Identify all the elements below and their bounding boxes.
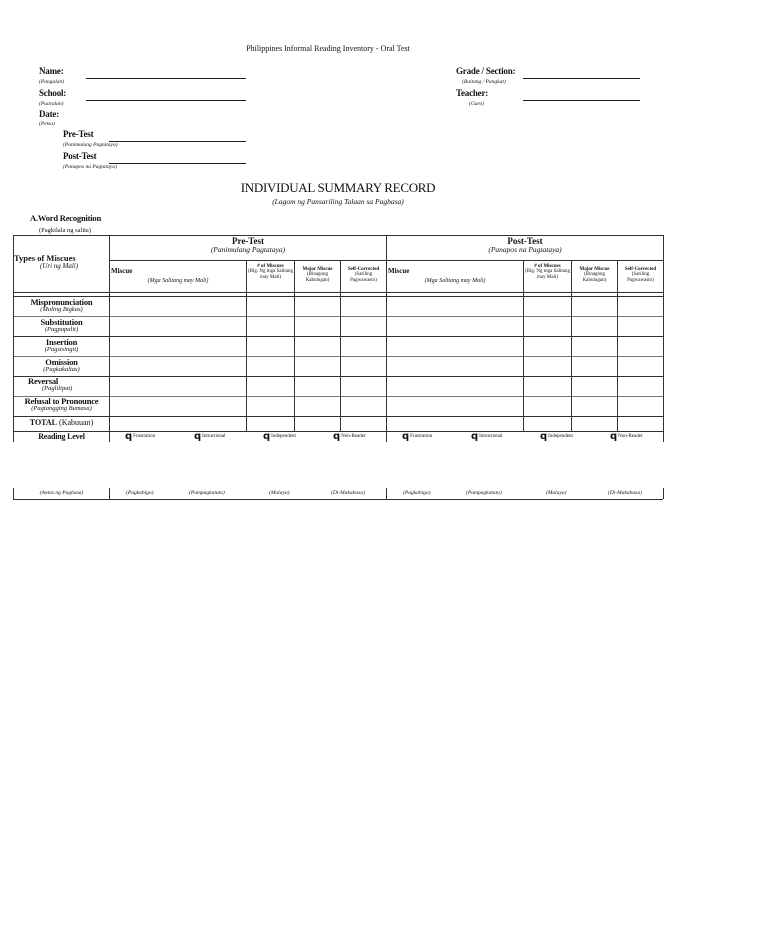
- date-label: Date:: [39, 109, 59, 119]
- section-subtitle: (Pagkilala ng salita): [39, 227, 91, 234]
- row-label-refusal: Refusal to Pronounce (Pagtangging Bumasa): [24, 396, 99, 412]
- school-sub: (Paaralan): [39, 101, 64, 107]
- pre-miscue-sub: (Mga Salitang may Mali): [147, 278, 209, 284]
- pre-level-frustration[interactable]: qFrustration: [125, 431, 156, 442]
- checkbox-icon: q: [333, 431, 341, 442]
- pretest-field[interactable]: [109, 141, 246, 142]
- post-major-header: Major Miscue (Binagong Kahulugan): [579, 267, 610, 283]
- posttest-label: Post-Test: [63, 151, 97, 161]
- post-level-tr-nonreader: (Di-Makabasa): [608, 490, 642, 496]
- record-title: INDIVIDUAL SUMMARY RECORD: [240, 180, 436, 195]
- post-num-header: # of Miscues (Blg. Ng mga Salitang may Mali): [525, 264, 570, 280]
- pre-level-nonreader[interactable]: qNon-Reader: [333, 431, 366, 442]
- checkbox-icon: q: [540, 431, 548, 442]
- row-label-reading-level-sub: (Antas ng Pagbasa): [39, 490, 84, 496]
- checkbox-icon: q: [402, 431, 410, 442]
- record-subtitle: (Lagom ng Pansariling Talaan sa Pagbasa): [272, 197, 404, 206]
- name-field[interactable]: [86, 78, 246, 79]
- pre-level-tr-independent: (Malaya): [269, 490, 290, 496]
- row-label-substitution: Substitution (Pagpapalit): [40, 317, 83, 333]
- row-label-total: TOTAL (Kabuuan): [29, 418, 94, 427]
- school-field[interactable]: [86, 100, 246, 101]
- checkbox-icon: q: [263, 431, 271, 442]
- pre-level-tr-nonreader: (Di-Makabasa): [331, 490, 365, 496]
- grade-sub: (Baitang / Pangkat): [462, 79, 506, 85]
- checkbox-icon: q: [471, 431, 479, 442]
- date-sub: (Petsa): [39, 121, 55, 127]
- name-label: Name:: [39, 66, 64, 76]
- row-label-reversal: Reversal (Paglilipat): [28, 376, 73, 392]
- types-header: Types of Miscues (Uri ng Mali): [14, 253, 79, 270]
- pre-level-tr-instructional: (Pampagkatuto): [189, 490, 225, 496]
- checkbox-icon: q: [194, 431, 202, 442]
- post-level-nonreader[interactable]: qNon-Reader: [610, 431, 643, 442]
- pre-self-header: Self-Corrected (Sariling Pagwawasto): [347, 267, 380, 283]
- section-title: A.Word Recognition: [30, 213, 102, 223]
- teacher-field[interactable]: [523, 100, 640, 101]
- posttest-field[interactable]: [109, 163, 246, 164]
- pre-num-header: # of Miscues (Blg. Ng mga Salitang may Mali): [248, 264, 293, 280]
- grade-label: Grade / Section:: [456, 66, 516, 76]
- posttest-sub: (Panapos na Pagtataya): [63, 164, 117, 170]
- pre-level-tr-frustration: (Pagkabigo): [126, 490, 154, 496]
- pre-level-instructional[interactable]: qIntructional: [194, 431, 226, 442]
- row-label-reading-level: Reading Level: [38, 432, 85, 441]
- row-label-insertion: Insertion (Pagsisingit): [44, 337, 79, 353]
- post-level-tr-independent: (Malaya): [546, 490, 567, 496]
- pretest-sub: (Panimulang Pagtataya): [63, 142, 118, 148]
- name-sub: (Pangalan): [39, 79, 65, 85]
- form-title: Philippines Informal Reading Inventory - Oral Test: [246, 44, 410, 53]
- post-level-instructional[interactable]: qIntructional: [471, 431, 503, 442]
- pre-miscue-header: Miscue: [111, 267, 133, 275]
- post-self-header: Self-Corrected (Sariling Pagwawasto): [624, 267, 657, 283]
- post-level-independent[interactable]: qIndependent: [540, 431, 573, 442]
- post-level-frustration[interactable]: qFrustration: [402, 431, 433, 442]
- pre-level-independent[interactable]: qIndependent: [263, 431, 296, 442]
- pre-major-header: Major Miscue (Binagong Kahulugan): [302, 267, 333, 283]
- teacher-sub: (Guro): [469, 101, 485, 107]
- row-label-omission: Omission (Pagkakaltas): [43, 357, 80, 373]
- checkbox-icon: q: [125, 431, 133, 442]
- teacher-label: Teacher:: [456, 88, 489, 98]
- row-label-mispronunciation: Mispronunciation (Maling Bigkas): [30, 297, 93, 313]
- pretest-label: Pre-Test: [63, 129, 94, 139]
- post-miscue-header: Miscue: [388, 267, 410, 275]
- post-level-tr-frustration: (Pagkabigo): [403, 490, 431, 496]
- checkbox-icon: q: [610, 431, 618, 442]
- pretest-header: Pre-Test (Panimulang Pagtataya): [210, 236, 286, 255]
- post-level-tr-instructional: (Pampagkatuto): [466, 490, 502, 496]
- grade-field[interactable]: [523, 78, 640, 79]
- post-miscue-sub: (Mga Salitang may Mali): [424, 278, 486, 284]
- school-label: School:: [39, 88, 67, 98]
- posttest-header: Post-Test (Panapos na Pagtataya): [488, 236, 562, 255]
